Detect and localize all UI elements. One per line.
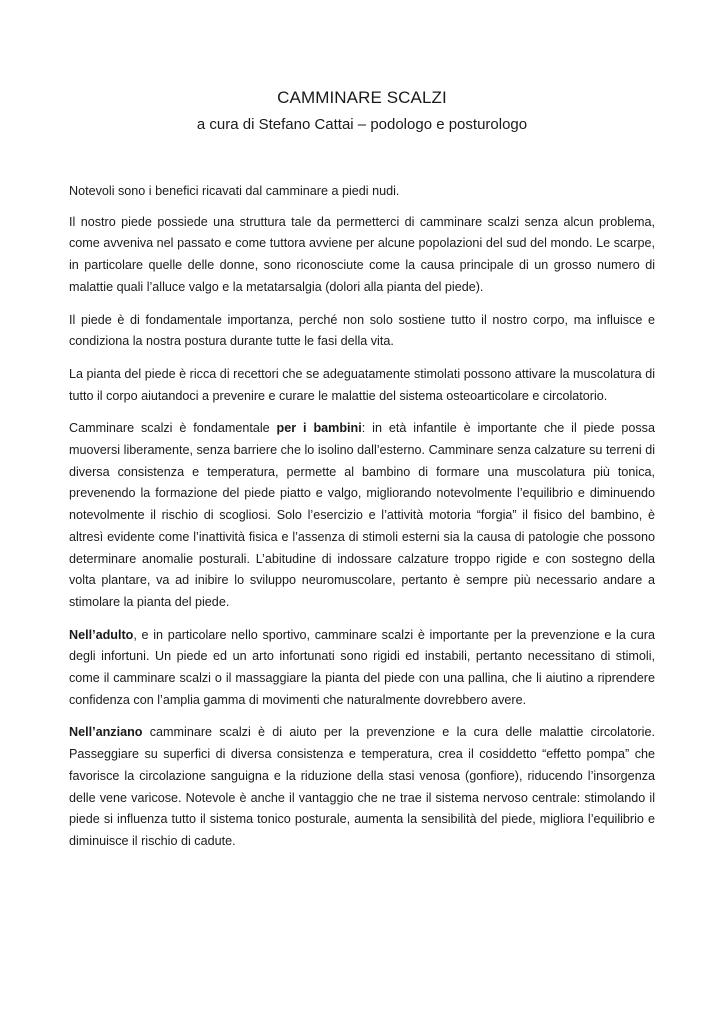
paragraph-receptors: La pianta del piede è ricca di recettori che se adeguatamente stimolati possono attivare la muscolatura di tutto il corpo aiutandoci a prevenire e curare le malattie del sistema osteoarticolare e circolatorio. [69,366,655,403]
paragraph-structure: Il nostro piede possiede una struttura tale da permetterci di camminare scalzi senza alcun problema, come avveniva nel passato e come tuttora avviene per alcune popolazioni del sud del mondo. Le scarpe, in particolare quelle delle donne, sono riconosciute come la causa principale di un grosso numero di malattie quali l’alluce valgo e la metatarsalgia (dolori alla pianta del piede). [69,214,655,294]
adult-text: , e in particolare nello sportivo, camminare scalzi è importante per la prevenzione e la cura degli infortuni. Un piede ed un arto infortunati sono rigidi ed instabili, pertanto necessitano di stimoli, come il camminare scalzi o il massaggiare la pianta del piede con una pallina, che li aiutino a riprendere confidenza con l’amplia gamma di movimenti che naturalmente dovrebbero avere. [69,627,655,707]
children-emphasis: per i bambini [276,421,362,436]
adult-emphasis: Nell’adulto [69,627,134,642]
elderly-emphasis: Nell’anziano [69,725,143,740]
paragraph-importance: Il piede è di fondamentale importanza, perché non solo sostiene tutto il nostro corpo, ma influisce e condiziona la nostra postura durante tutte le fasi della vita. [69,312,655,349]
document-title: CAMMINARE SCALZI [277,88,447,107]
paragraph-adult [69,625,655,712]
paragraph-elderly [69,722,655,852]
children-text-pre: Camminare scalzi è fondamentale [69,421,277,436]
document-subtitle: a cura di Stefano Cattai – podologo e posturologo [196,116,528,133]
paragraph-intro: Notevoli sono i benefici ricavati dal camminare a piedi nudi. [69,184,400,198]
children-text-post: : in età infantile è importante che il piede possa muoversi liberamente, senza barriere che lo isolino dall’esterno. Camminare senza calzature su terreni di diversa consistenza e temperatura, permette al bambino di formare una muscolatura più tonica, prevenendo la formazione del piede piatto e valgo, migliorando notevolmente l’equilibrio e diminuendo notevolmente il rischio di scogliosi. Solo l’esercizio e l’attività motoria “forgia” il fisico del bambino, è altresì evidente come l’inattività fisica e l’assenza di stimoli esterni sia la causa di patologie che possono determinare anomalie posturali. L’abitudine di indossare calzature troppo rigide e con sostegno della volta plantare, va ad inibire lo sviluppo neuromuscolare, pertanto è sempre più necessario andare a stimolare la pianta del piede. [69,421,655,609]
document-body [69,181,655,864]
paragraph-children [69,418,655,613]
elderly-text: camminare scalzi è di aiuto per la prevenzione e la cura delle malattie circolatorie. Passeggiare su superfici di diversa consistenza e temperatura, crea il cosiddetto “effetto pompa” che favorisce la circolazione sanguigna e la riduzione della stasi venosa (gonfiore), riducendo l’insorgenza delle vene varicose. Notevole è anche il vantaggio che ne trae il sistema nervoso centrale: stimolando il piede si influenza tutto il sistema tonico posturale, aumenta la sensibilità del piede, migliora l’equilibrio e diminuisce il rischio di cadute. [69,725,655,848]
